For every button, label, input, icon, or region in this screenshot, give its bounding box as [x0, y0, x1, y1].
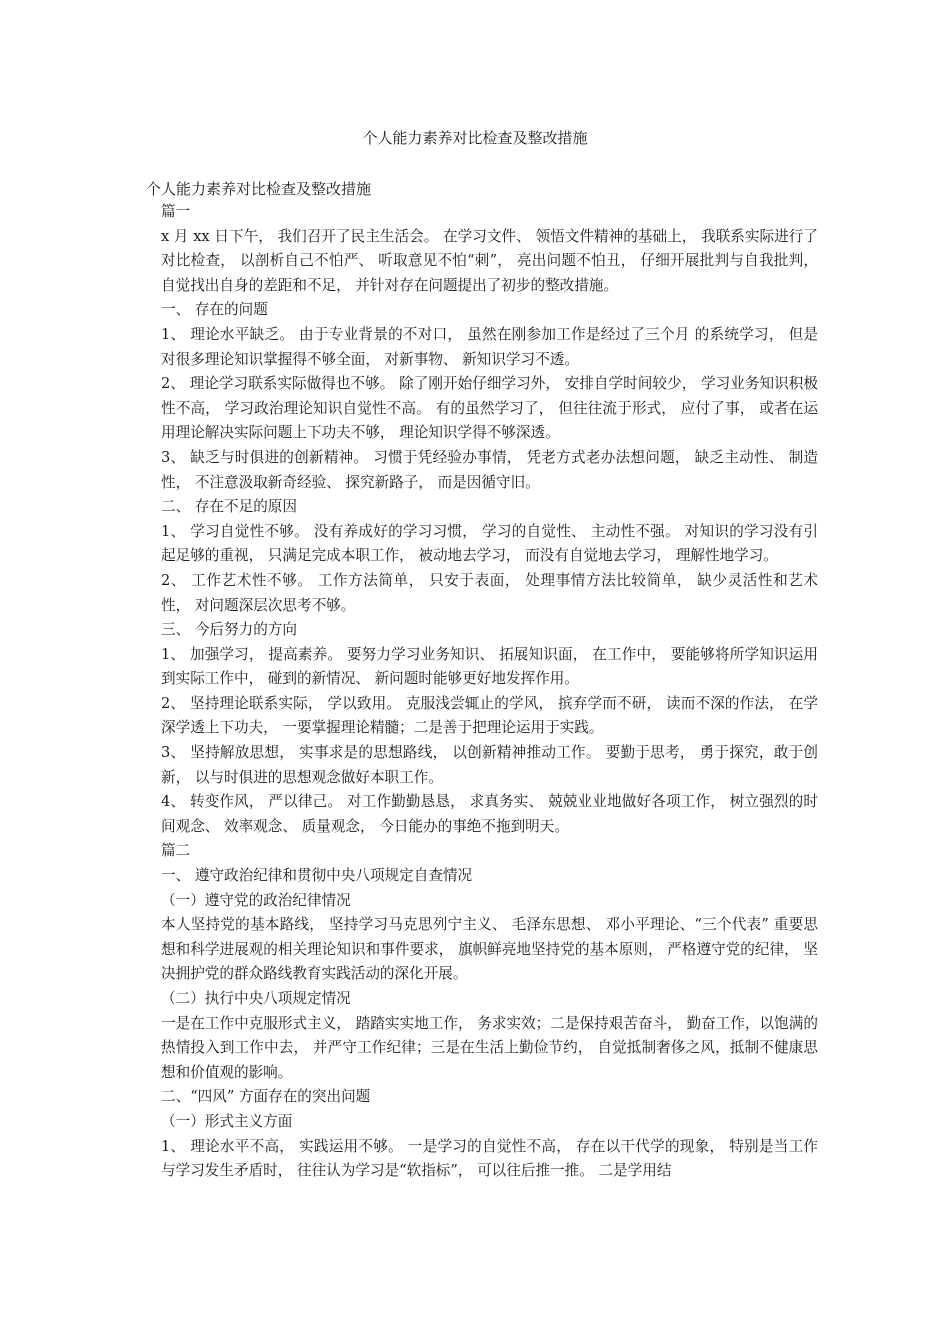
- subsection-heading: （二）执行中央八项规定情况: [161, 990, 351, 1007]
- paragraph: 4、 转变作风， 严以律己。 对工作勤勤恳恳， 求真务实、 兢兢业业地做好各项工作， 树立强烈的时间观念、 效率观念、 质量观念， 今日能办的事绝不拖到明天。: [161, 793, 818, 835]
- section-heading: 一、 存在的问题: [161, 301, 268, 319]
- paragraph: 一是在工作中克服形式主义， 踏踏实实地工作， 务求实效；二是保持艰苦奋斗， 勤奋工作，以饱满的热情投入到工作中去， 并严守工作纪律；三是在生活上勤俭节约， 自觉抵制奢侈之风，抵制不健康思想和价值观的影响。: [161, 1014, 818, 1081]
- paragraph: 1、 理论水平不高， 实践运用不够。 一是学习的自觉性不高， 存在以干代学的现象， 特别是当工作与学习发生矛盾时， 往往认为学习是“软指标”， 可以往后推一推。 二是学用结: [161, 1137, 818, 1180]
- section-label: 篇二: [161, 842, 191, 860]
- paragraph: 2、 理论学习联系实际做得也不够。 除了刚开始仔细学习外， 安排自学时间较少， 学习业务知识积极性不高， 学习政治理论知识自觉性不高。 有的虽然学习了， 但往往流于形式， 应付了事， 或者在运用理论解决实际问题上下功夫不够， 理论知识学得不够深透。: [161, 375, 818, 442]
- paragraph: x 月 xx 日下午， 我们召开了民主生活会。 在学习文件、 领悟文件精神的基础上， 我联系实际进行了对比检查， 以剖析自己不怕严、 听取意见不怕“刺”， 亮出问题不怕丑， 仔细开展批判与自我批判， 自觉找出自身的差距和不足， 并针对存在问题提出了初步的整改措施。: [161, 227, 818, 294]
- paragraph: 3、 缺乏与时俱进的创新精神。 习惯于凭经验办事情， 凭老方式老办法想问题， 缺乏主动性、 制造性， 不注意汲取新奇经验、 探究新路子， 而是因循守旧。: [161, 448, 818, 491]
- page-title: 个人能力素养对比检查及整改措施: [362, 129, 588, 147]
- subsection-heading: （一）形式主义方面: [161, 1112, 293, 1130]
- subsection-heading: （一）遵守党的政治纪律情况: [161, 891, 351, 909]
- paragraph: 本人坚持党的基本路线， 坚持学习马克思列宁主义、 毛泽东思想、 邓小平理论、“三个代表” 重要思想和科学进展观的相关理论知识和事件要求， 旗帜鲜亮地坚持党的基本原则， 严格遵守党的纪律， 坚决拥护党的群众路线教育实践活动的深化开展。: [161, 916, 818, 983]
- section-label: 篇一: [161, 203, 191, 220]
- paragraph: 2、 坚持理论联系实际， 学以致用。 克服浅尝辄止的学风， 摈弃学而不研， 读而不深的作法， 在学深学透上下功夫， 一要掌握理论精髓；二是善于把理论运用于实践。: [161, 694, 818, 737]
- document-heading: 个人能力素养对比检查及整改措施: [146, 180, 372, 198]
- paragraph: 3、 坚持解放思想， 实事求是的思想路线， 以创新精神推动工作。 要勤于思考， 勇于探究，敢于创新， 以与时俱进的思想观念做好本职工作。: [161, 744, 818, 786]
- paragraph: 1、 加强学习， 提高素养。 要努力学习业务知识、 拓展知识面， 在工作中， 要能够将所学知识运用到实际工作中， 碰到的新情况、 新问题时能够更好地发挥作用。: [161, 645, 818, 688]
- paragraph: 2、 工作艺术性不够。 工作方法简单， 只安于表面， 处理事情方法比较简单， 缺少灵活性和艺术性， 对问题深层次思考不够。: [161, 571, 818, 614]
- section-heading: 二、“四风” 方面存在的突出问题: [161, 1088, 371, 1106]
- section-heading: 一、 遵守政治纪律和贯彻中央八项规定自查情况: [161, 867, 473, 885]
- section-heading: 三、 今后努力的方向: [161, 621, 297, 639]
- paragraph: 1、 学习自觉性不够。 没有养成好的学习习惯， 学习的自觉性、 主动性不强。 对知识的学习没有引起足够的重视， 只满足完成本职工作， 被动地去学习， 而没有自觉地去学习， 理解性地学习。: [161, 522, 818, 565]
- document-body: [146, 200, 818, 1184]
- paragraph: 1、 理论水平缺乏。 由于专业背景的不对口， 虽然在刚参加工作是经过了三个月 的系统学习， 但是对很多理论知识掌握得不够全面， 对新事物、 新知识学习不透。: [161, 325, 818, 368]
- section-heading: 二、 存在不足的原因: [161, 498, 297, 516]
